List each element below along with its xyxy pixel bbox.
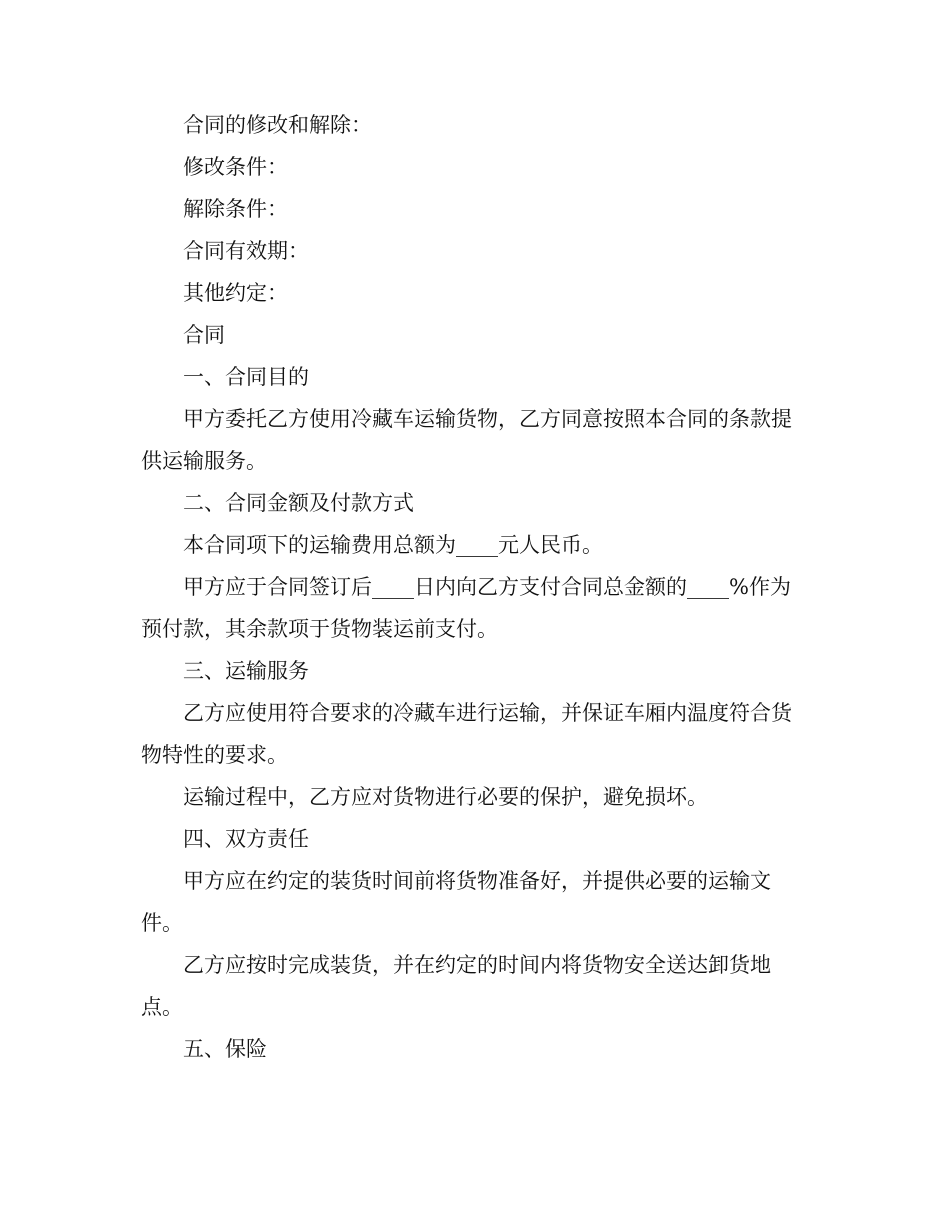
section-heading-amount-payment: 二、合同金额及付款方式	[183, 491, 414, 515]
paragraph-party-a-duty: 甲方应在约定的装货时间前将货物准备好，并提供必要的运输文件。	[141, 869, 771, 935]
paragraph-contract-title: 合同	[183, 323, 225, 347]
section-heading-responsibilities: 四、双方责任	[183, 827, 309, 851]
paragraph-purpose-text: 甲方委托乙方使用冷藏车运输货物，乙方同意按照本合同的条款提供运输服务。	[141, 407, 792, 473]
paragraph-refrigerated-truck: 乙方应使用符合要求的冷藏车进行运输，并保证车厢内温度符合货物特性的要求。	[141, 701, 792, 767]
paragraph-terminate-conditions: 解除条件：	[183, 197, 288, 221]
document-body	[141, 104, 809, 1070]
paragraph-modify-terminate-heading: 合同的修改和解除：	[183, 113, 372, 137]
paragraph-other-agreements: 其他约定：	[183, 281, 288, 305]
paragraph-modify-conditions: 修改条件：	[183, 155, 288, 179]
section-heading-purpose: 一、合同目的	[183, 365, 309, 389]
paragraph-prepayment: 甲方应于合同签订后____日内向乙方支付合同总金额的____%作为预付款，其余款项于货物装运前支付。	[141, 575, 791, 641]
paragraph-total-fee: 本合同项下的运输费用总额为____元人民币。	[183, 533, 603, 557]
paragraph-validity-period: 合同有效期：	[183, 239, 309, 263]
section-heading-transport-service: 三、运输服务	[183, 659, 309, 683]
paragraph-party-b-duty: 乙方应按时完成装货，并在约定的时间内将货物安全送达卸货地点。	[141, 953, 771, 1019]
paragraph-cargo-protection: 运输过程中，乙方应对货物进行必要的保护，避免损坏。	[183, 785, 708, 809]
section-heading-insurance: 五、保险	[183, 1037, 267, 1061]
